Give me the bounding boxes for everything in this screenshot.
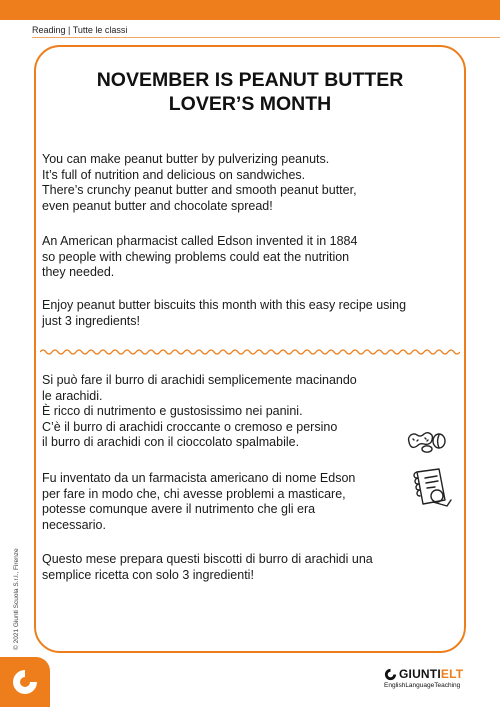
text-line: Fu inventato da un farmacista americano di nome Edson — [42, 471, 356, 485]
english-paragraph-1 — [42, 152, 462, 214]
text-line: il burro di arachidi con il cioccolato spalmabile. — [42, 435, 300, 449]
brand-logo — [384, 667, 484, 697]
italian-paragraph-3 — [42, 552, 462, 583]
brand-name — [399, 667, 463, 681]
text-line: C’è il burro di arachidi croccante o cremoso e persino — [42, 419, 338, 434]
text-line: Questo mese prepara questi biscotti di burro di arachidi una — [42, 552, 373, 566]
text-line: You can make peanut butter by pulverizing peanuts. — [42, 152, 330, 166]
peanut-icon — [405, 428, 449, 454]
text-line: they needed. — [42, 265, 115, 279]
title-line-2: LOVER’S MONTH — [168, 93, 332, 115]
text-line: even peanut butter and chocolate spread! — [42, 198, 273, 213]
header-divider — [32, 37, 500, 38]
corner-logo-badge — [0, 657, 50, 707]
giunti-logo-icon — [10, 667, 40, 697]
brand-tagline: EnglishLanguageTeaching — [384, 682, 461, 689]
text-line: necessario. — [42, 517, 106, 532]
giunti-mark-icon — [384, 668, 397, 681]
text-line: An American pharmacist called Edson invented it in 1884 — [42, 234, 358, 248]
brand-name-accent: ELT — [440, 667, 464, 681]
top-accent-bar — [0, 0, 500, 20]
recipe-notebook-icon — [407, 466, 453, 510]
text-line: so people with chewing problems could eat the nutrition — [42, 249, 350, 264]
text-line: potesse comunque avere il nutrimento che gli era — [42, 502, 316, 516]
text-line: È ricco di nutrimento e gustosissimo nei panini. — [42, 404, 303, 418]
text-line: semplice ricetta con solo 3 ingredienti! — [42, 567, 254, 582]
text-line: Si può fare il burro di arachidi semplicemente macinando — [42, 373, 357, 387]
italian-paragraph-2 — [42, 471, 462, 533]
english-paragraph-3 — [42, 298, 462, 329]
copyright-notice: © 2021 Giunti Scuola S.r.l., Firenze — [13, 548, 20, 650]
page-title — [44, 68, 456, 116]
title-line-1: NOVEMBER IS PEANUT BUTTER — [96, 69, 404, 91]
text-line: Enjoy peanut butter biscuits this month with this easy recipe using — [42, 298, 407, 312]
text-line: per fare in modo che, chi avesse problemi a masticare, — [42, 486, 346, 501]
header-label: Reading | Tutte le classi — [32, 25, 128, 35]
brand-name-main: GIUNTI — [399, 667, 441, 681]
italian-paragraph-1 — [42, 373, 462, 451]
text-line: There’s crunchy peanut butter and smooth peanut butter, — [42, 183, 357, 197]
english-paragraph-2 — [42, 234, 462, 281]
wavy-divider — [40, 347, 460, 357]
text-line: It’s full of nutrition and delicious on sandwiches. — [42, 167, 306, 182]
text-line: just 3 ingredients! — [42, 313, 140, 328]
text-line: le arachidi. — [42, 388, 103, 403]
